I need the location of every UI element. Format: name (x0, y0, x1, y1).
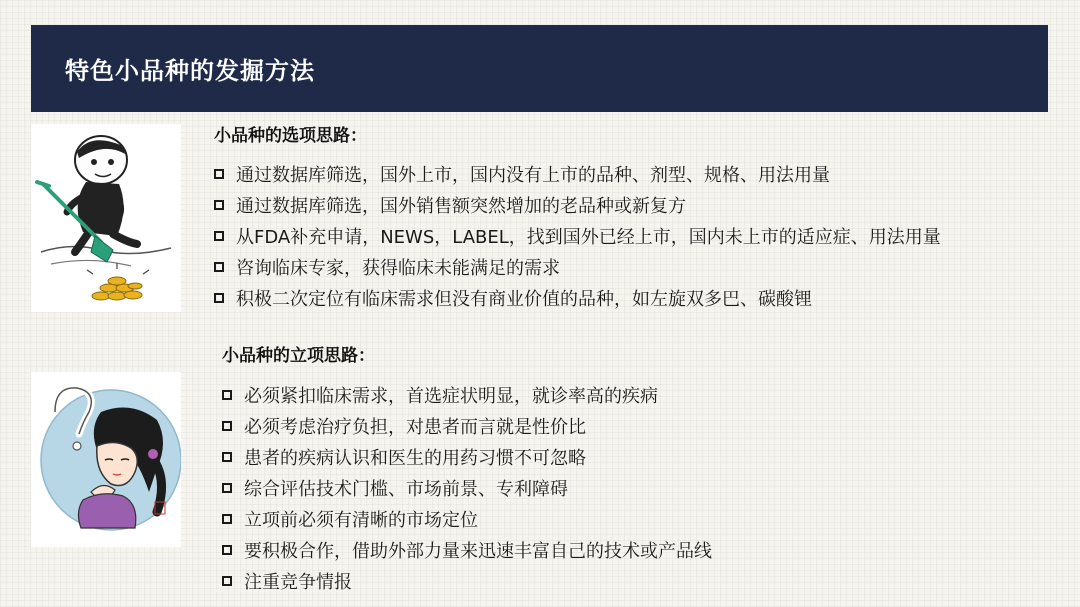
list-item (214, 251, 941, 282)
list-item (214, 158, 941, 189)
digging-man-illustration (31, 124, 181, 312)
list-item-text: 积极二次定位有临床需求但没有商业价值的品种，如左旋双多巴、碳酸锂 (236, 288, 812, 310)
checkbox-bullet-icon (214, 262, 224, 272)
list-item (222, 379, 712, 410)
checkbox-bullet-icon (214, 231, 224, 241)
thinking-girl-illustration (31, 372, 181, 547)
checkbox-bullet-icon (222, 514, 232, 524)
checkbox-bullet-icon (222, 576, 232, 586)
list-item (222, 534, 712, 565)
checkbox-bullet-icon (222, 452, 232, 462)
page-title: 特色小品种的发掘方法 (65, 57, 315, 85)
list-item-text: 咨询临床专家，获得临床未能满足的需求 (236, 257, 560, 279)
list-item (222, 441, 712, 472)
list-item-text: 要积极合作，借助外部力量来迅速丰富自己的技术或产品线 (244, 540, 712, 562)
title-banner (31, 25, 1048, 112)
checkbox-bullet-icon (214, 169, 224, 179)
checkbox-bullet-icon (222, 390, 232, 400)
list-item-text: 注重竞争情报 (244, 571, 352, 593)
checkbox-bullet-icon (222, 545, 232, 555)
list-item (214, 189, 941, 220)
list-item-text: 综合评估技术门槛、市场前景、专利障碍 (244, 478, 568, 500)
list-item-text: 患者的疾病认识和医生的用药习惯不可忽略 (244, 447, 586, 469)
list-item (222, 410, 712, 441)
section-title: 小品种的选项思路： (214, 126, 367, 146)
selection-approach-section (214, 122, 941, 313)
list-item (222, 503, 712, 534)
bullet-list (214, 158, 941, 313)
list-item-text: 立项前必须有清晰的市场定位 (244, 509, 478, 531)
list-item (222, 565, 712, 596)
list-item (214, 282, 941, 313)
checkbox-bullet-icon (222, 421, 232, 431)
list-item-text: 通过数据库筛选，国外上市，国内没有上市的品种、剂型、规格、用法用量 (236, 164, 830, 186)
project-approach-section (222, 342, 712, 596)
list-item (222, 472, 712, 503)
list-item (214, 220, 941, 251)
list-item-text: 通过数据库筛选，国外销售额突然增加的老品种或新复方 (236, 195, 686, 217)
section-title: 小品种的立项思路： (222, 346, 375, 366)
checkbox-bullet-icon (222, 483, 232, 493)
list-item-text: 必须考虑治疗负担，对患者而言就是性价比 (244, 416, 586, 438)
checkbox-bullet-icon (214, 200, 224, 210)
list-item-text: 必须紧扣临床需求，首选症状明显，就诊率高的疾病 (244, 385, 658, 407)
bullet-list (222, 379, 712, 596)
list-item-text: 从FDA补充申请，NEWS，LABEL，找到国外已经上市，国内未上市的适应症、用法用量 (236, 226, 941, 248)
checkbox-bullet-icon (214, 293, 224, 303)
